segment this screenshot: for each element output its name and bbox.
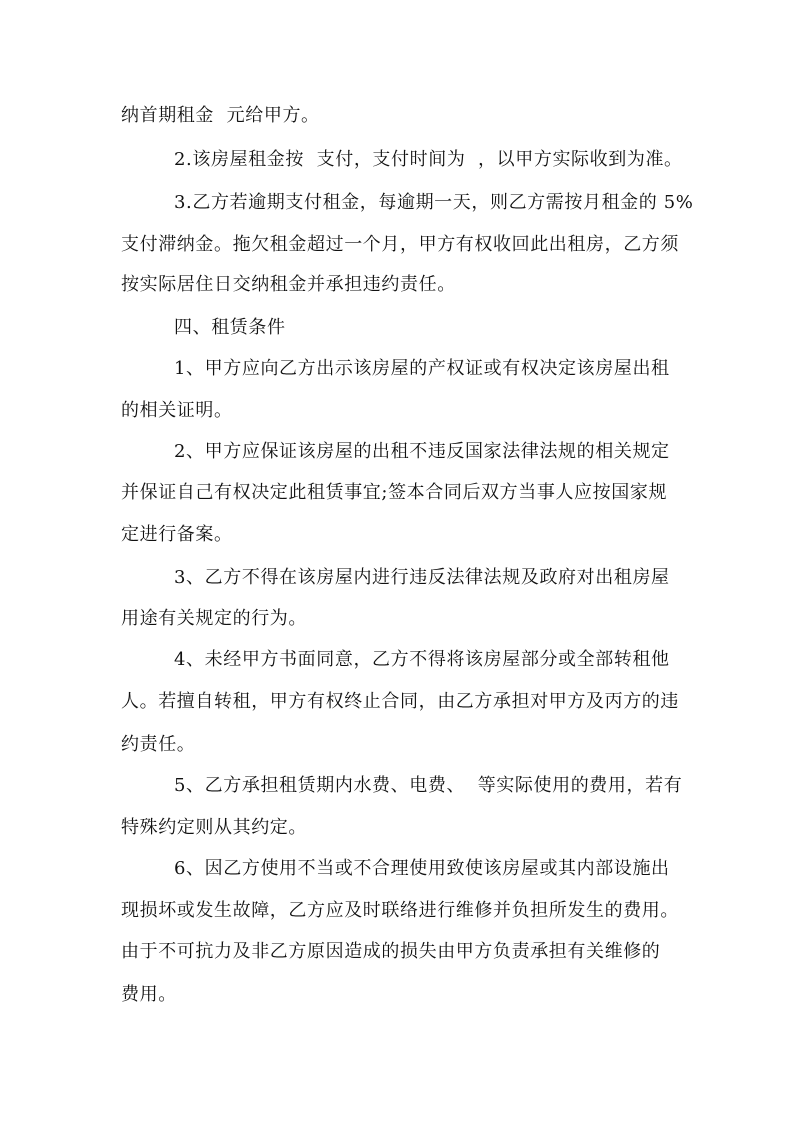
text-line: 1、甲方应向乙方出示该房屋的产权证或有权决定该房屋出租 bbox=[174, 358, 670, 379]
text-line: 5、乙方承担租赁期内水费、电费、 等实际使用的费用，若有 bbox=[174, 775, 683, 796]
text-line: 3.乙方若逾期支付租金，每逾期一天，则乙方需按月租金的 5% bbox=[174, 192, 694, 213]
text-line: 4、未经甲方书面同意，乙方不得将该房屋部分或全部转租他 bbox=[174, 649, 670, 670]
text-line: 特殊约定则从其约定。 bbox=[121, 817, 307, 838]
text-line: 现损坏或发生故障，乙方应及时联络进行维修并负担所发生的费用。 bbox=[121, 900, 679, 921]
text-line: 由于不可抗力及非乙方原因造成的损失由甲方负责承担有关维修的 bbox=[121, 941, 661, 962]
section-heading: 四、租赁条件 bbox=[174, 317, 286, 338]
text-line: 并保证自己有权决定此租赁事宜;签本合同后双方当事人应按国家规 bbox=[121, 482, 668, 503]
text-line: 3、乙方不得在该房屋内进行违反法律法规及政府对出租房屋 bbox=[174, 567, 670, 588]
text-line: 2.该房屋租金按 支付，支付时间为 ，以甲方实际收到为准。 bbox=[174, 149, 683, 170]
text-line: 用途有关规定的行为。 bbox=[121, 608, 307, 629]
text-line: 2、甲方应保证该房屋的出租不违反国家法律法规的相关规定 bbox=[174, 441, 670, 462]
text-line: 定进行备案。 bbox=[121, 524, 233, 545]
text-line: 的相关证明。 bbox=[121, 400, 233, 421]
text-line: 6、因乙方使用不当或不合理使用致使该房屋或其内部设施出 bbox=[174, 858, 670, 879]
text-line: 约责任。 bbox=[121, 734, 196, 755]
text-line: 按实际居住日交纳租金并承担违约责任。 bbox=[121, 274, 456, 295]
text-line: 纳首期租金 元给甲方。 bbox=[121, 105, 320, 126]
text-line: 支付滞纳金。拖欠租金超过一个月，甲方有权收回此出租房，乙方须 bbox=[121, 234, 679, 255]
text-line: 人。若擅自转租，甲方有权终止合同，由乙方承担对甲方及丙方的违 bbox=[121, 691, 679, 712]
text-line: 费用。 bbox=[121, 984, 177, 1005]
